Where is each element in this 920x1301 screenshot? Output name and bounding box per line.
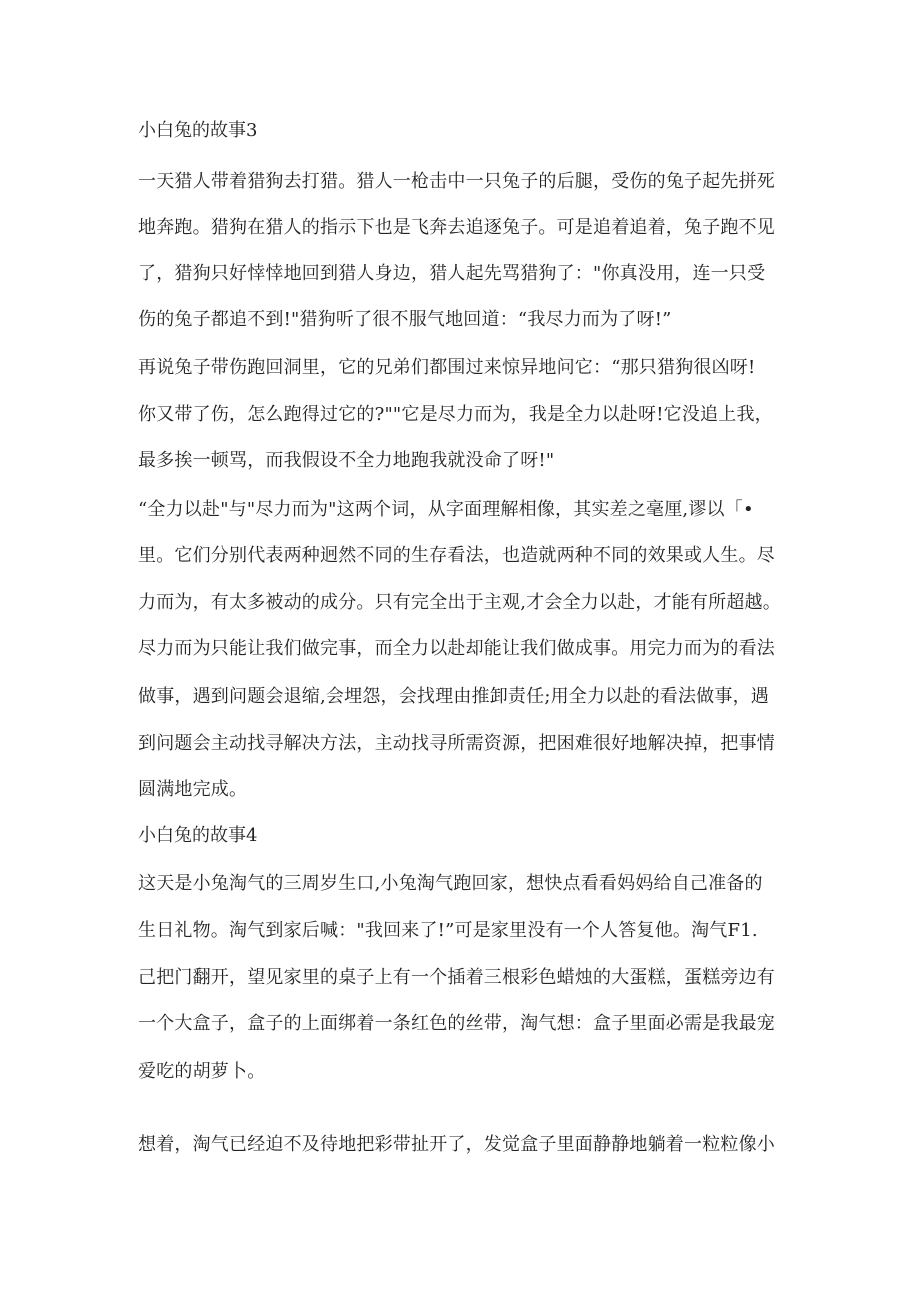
story-3-line: 一天猎人带着猎狗去打猎。猎人一枪击中一只兔子的后腿，受伤的兔子起先拼死: [138, 171, 775, 192]
story-4-line: 生日礼物。淘气到家后喊："我回来了!”可是家里没有一个人答复他。淘气F1.: [138, 920, 758, 941]
story-3-line: 做事，遇到问题会退缩,会埋怨，会找理由推卸责任;用全力以赴的看法做事，遇: [138, 686, 769, 707]
story-3-line: 了，猎狗只好悻悻地回到猎人身边，猎人起先骂猎狗了："你真没用，连一只受: [138, 263, 766, 284]
story-3-line: 你又带了伤，怎么跑得过它的?""它是尽力而为，我是全力以赴呀!它没追上我，: [138, 404, 773, 425]
story-3-line: 地奔跑。猎狗在猎人的指示下也是飞奔去追逐兔子。可是追着追着，兔子跑不见: [138, 217, 775, 238]
story-3-heading: 小白兔的故事3: [138, 120, 258, 141]
story-4-line: 一个大盒子，盒子的上面绑着一条红色的丝带，淘气想：盒子里面必需是我最宠: [138, 1013, 775, 1034]
story-4-line: 想着，淘气已经迫不及待地把彩带扯开了，发觉盒子里面静静地躺着一粒粒像小: [138, 1134, 775, 1155]
story-3-line: 伤的兔子都追不到!"猎狗听了很不服气地回道：“我尽力而为了呀!”: [138, 309, 672, 330]
story-4-line: 这天是小兔淘气的三周岁生口,小兔淘气跑回家，想快点看看妈妈给自己准备的: [138, 873, 763, 894]
story-3-line: 最多挨一顿骂，而我假设不全力地跑我就没命了呀!": [138, 450, 555, 471]
story-3-line: 尽力而为只能让我们做完事，而全力以赴却能让我们做成事。用完力而为的看法: [138, 638, 775, 659]
story-3-line: 再说兔子带伤跑回洞里，它的兄弟们都围过来惊异地问它：“那只猎狗很凶呀!: [138, 357, 756, 378]
story-3-line: “全力以赴"与"尽力而为"这两个词，从字面理解相像，其实差之毫厘,谬以「•: [138, 499, 754, 520]
story-4-heading: 小白兔的故事4: [138, 825, 258, 846]
story-3-line: 里。它们分别代表两种迥然不同的生存看法，也造就两种不同的效果或人生。尽: [138, 545, 775, 566]
story-4-line: 爱吃的胡萝卜。: [138, 1061, 266, 1082]
story-3-line: 到问题会主动找寻解决方法，主动找寻所需资源，把困难很好地解决掉，把事情: [138, 733, 775, 754]
story-3-line: 力而为，有太多被动的成分。只有完全出于主观,才会全力以赴，才能有所超越。: [138, 592, 781, 613]
story-3-line: 圆满地完成。: [138, 779, 248, 800]
story-4-line: 己把门翻开，望见家里的桌子上有一个插着三根彩色蜡烛的大蛋糕，蛋糕旁边有: [138, 967, 775, 988]
